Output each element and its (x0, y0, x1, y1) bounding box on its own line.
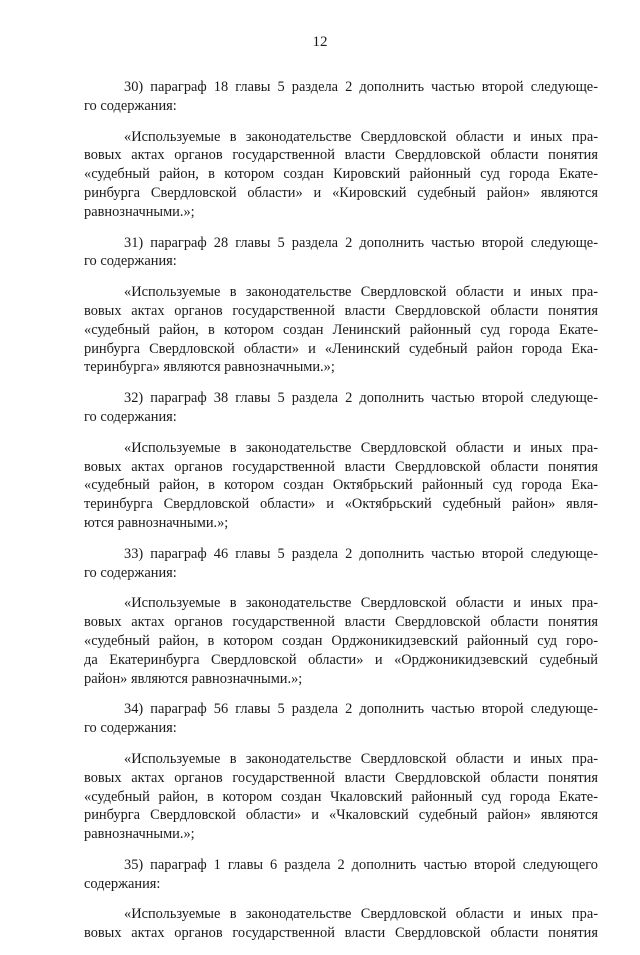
amendment-item-30 (84, 78, 598, 116)
document-body (84, 78, 598, 955)
text-line: ринбурга Свердловской области» и «Ленинский судебный район города Ека- (84, 340, 598, 357)
text-line: район» являются равнозначными.»; (84, 670, 303, 687)
text-line: 32) параграф 38 главы 5 раздела 2 дополнить частью второй следующе- (124, 390, 598, 407)
text-line: содержания: (84, 875, 161, 892)
text-line: вовых актах органов государственной власти Свердловской области понятия (84, 769, 598, 786)
text-line: го содержания: (84, 564, 177, 581)
text-line: «судебный район, в котором создан Кировский районный суд города Екате- (84, 166, 598, 183)
text-line: 34) параграф 56 главы 5 раздела 2 дополнить частью второй следующе- (124, 701, 598, 718)
text-line: «судебный район, в котором создан Октябрьский районный суд города Ека- (84, 477, 598, 494)
text-line: ринбурга Свердловской области» и «Чкаловский судебный район» являются (84, 807, 598, 824)
quoted-text-34 (84, 750, 598, 844)
text-line: 30) параграф 18 главы 5 раздела 2 дополнить частью второй следующе- (124, 79, 598, 95)
text-line: вовых актах органов государственной власти Свердловской области понятия (84, 147, 598, 164)
text-line: вовых актах органов государственной власти Свердловской области понятия (84, 614, 598, 631)
amendment-item-32 (84, 389, 598, 427)
quoted-text-30 (84, 128, 598, 222)
amendment-item-35 (84, 856, 598, 894)
text-line: 31) параграф 28 главы 5 раздела 2 дополнить частью второй следующе- (124, 234, 598, 251)
amendment-item-34 (84, 700, 598, 738)
text-line: вовых актах органов государственной власти Свердловской области понятия (84, 925, 598, 942)
text-line: «Используемые в законодательстве Свердловской области и иных пра- (124, 284, 598, 301)
text-line: теринбурга» являются равнозначными.»; (84, 359, 335, 376)
page-number: 12 (312, 34, 328, 50)
text-line: го содержания: (84, 253, 177, 270)
text-line: теринбурга Свердловской области» и «Октябрьский судебный район» явля- (84, 496, 598, 513)
text-line: «Используемые в законодательстве Свердловской области и иных пра- (124, 128, 598, 145)
text-line: «судебный район, в котором создан Орджоникидзевский районный суд горо- (84, 632, 598, 649)
text-line: го содержания: (84, 97, 177, 114)
text-line: ются равнозначными.»; (84, 514, 229, 531)
text-line: го содержания: (84, 408, 177, 425)
text-line: 35) параграф 1 главы 6 раздела 2 дополнить частью второй следующего (124, 856, 598, 873)
quoted-text-32 (84, 439, 598, 533)
text-line: ринбурга Свердловской области» и «Кировский судебный район» являются (84, 184, 598, 201)
text-line: «Используемые в законодательстве Свердловской области и иных пра- (124, 750, 598, 767)
text-line: да Екатеринбурга Свердловской области» и «Орджоникидзевский судебный (84, 651, 598, 668)
quoted-text-33 (84, 594, 598, 688)
text-line: равнозначными.»; (84, 203, 195, 220)
text-line: «Используемые в законодательстве Свердловской области и иных пра- (124, 595, 598, 612)
text-line: «судебный район, в котором создан Ленинский районный суд города Екате- (84, 321, 598, 338)
text-line: вовых актах органов государственной власти Свердловской области понятия (84, 458, 598, 475)
text-line: «Используемые в законодательстве Свердловской области и иных пра- (124, 906, 598, 923)
quoted-text-31 (84, 283, 598, 377)
amendment-item-33 (84, 545, 598, 583)
text-line: вовых актах органов государственной власти Свердловской области понятия (84, 302, 598, 319)
amendment-item-31 (84, 234, 598, 272)
text-line: «судебный район, в котором создан Чкаловский районный суд города Екате- (84, 788, 598, 805)
quoted-text-35 (84, 905, 598, 943)
text-line: 33) параграф 46 главы 5 раздела 2 дополнить частью второй следующе- (124, 545, 598, 562)
text-line: «Используемые в законодательстве Свердловской области и иных пра- (124, 439, 598, 456)
text-line: равнозначными.»; (84, 826, 195, 843)
text-line: го содержания: (84, 720, 177, 737)
